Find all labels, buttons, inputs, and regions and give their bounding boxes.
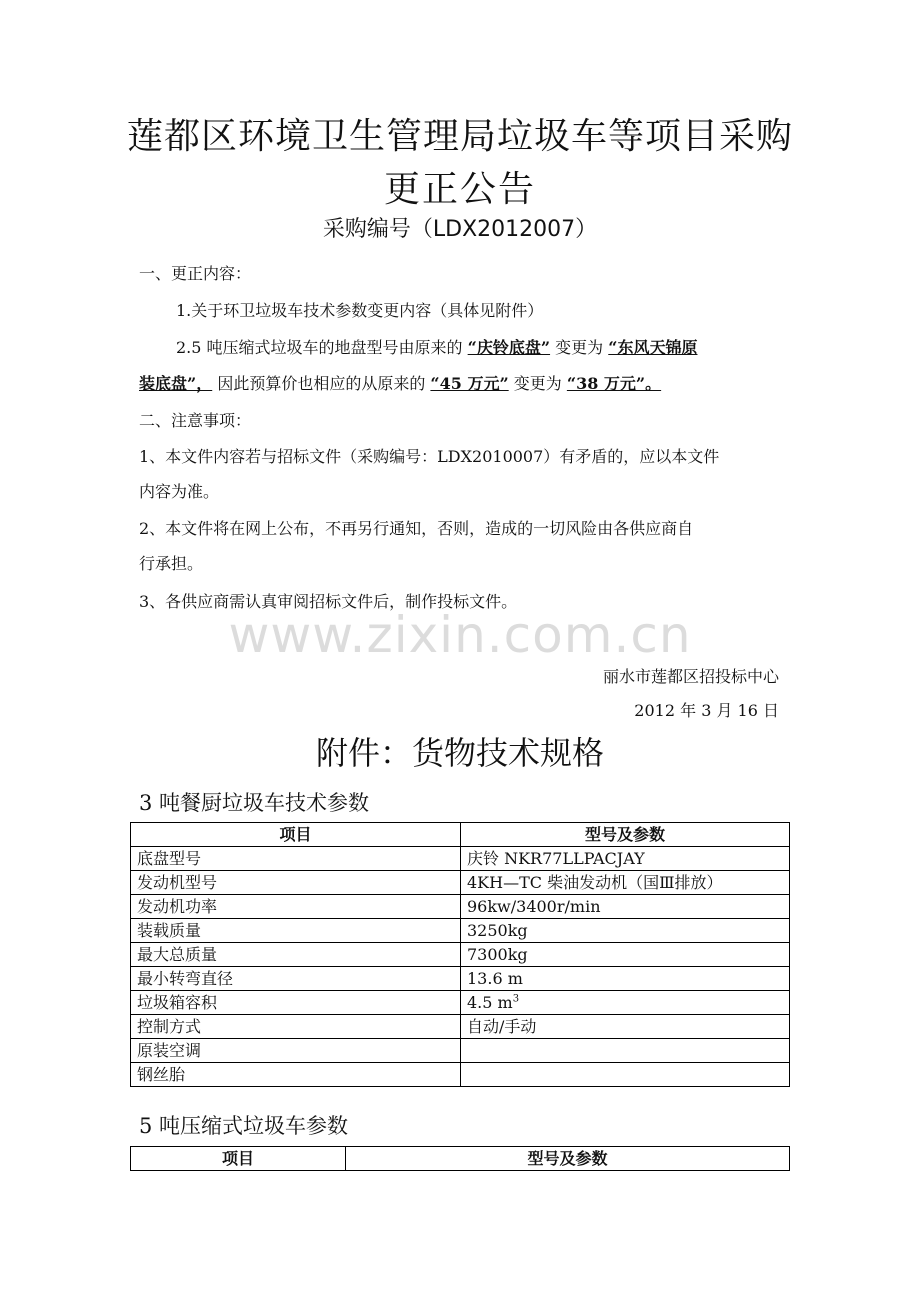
item2-new-chassis-part2: 装底盘”，: [139, 374, 213, 393]
watermark: www.zixin.com.cn: [228, 606, 692, 664]
superscript: 3: [512, 993, 520, 1005]
item2-text-3: 因此预算价也相应的从原来的: [217, 374, 426, 393]
title-line-2: 更正公告: [383, 169, 536, 210]
item2-text-1: 2.5 吨压缩式垃圾车的地盘型号由原来的: [176, 338, 463, 357]
note2-line2: 行承担。: [139, 554, 204, 573]
procurement-number: 采购编号（LDX2012007）: [322, 217, 598, 242]
item2-new-chassis-part1: “东风天锦原: [608, 338, 698, 357]
table-header-row: [131, 1147, 790, 1171]
item2-text-2: 变更为: [555, 338, 604, 357]
issuer: 丽水市莲都区招投标中心: [602, 667, 779, 686]
table-row: [131, 967, 790, 991]
table-row: [131, 919, 790, 943]
header-item: 项目: [131, 823, 461, 847]
row-label: 底盘型号: [131, 847, 461, 871]
note1-line1: 1、本文件内容若与招标文件（采购编号：LDX2010007）有矛盾的，应以本文件: [139, 447, 720, 466]
section1-heading: 一、更正内容：: [139, 264, 252, 283]
row-value: 自动/手动: [461, 1015, 790, 1039]
row-label: 控制方式: [131, 1015, 461, 1039]
row-value: [461, 1039, 790, 1063]
title-line-1: 莲都区环境卫生管理局垃圾车等项目采购: [126, 116, 793, 157]
row-label: 原装空调: [131, 1039, 461, 1063]
spec-table-3t: [130, 822, 790, 1087]
item2-original-chassis: “庆铃底盘”: [467, 338, 551, 357]
row-value: 3250kg: [461, 919, 790, 943]
note1-line2: 内容为准。: [139, 482, 220, 501]
row-label: 发动机型号: [131, 871, 461, 895]
correction-item-1: 1.关于环卫垃圾车技术参数变更内容（具体见附件）: [176, 301, 544, 320]
table-row: [131, 847, 790, 871]
header-spec: 型号及参数: [345, 1147, 789, 1171]
table1-title: 3 吨餐厨垃圾车技术参数: [139, 791, 370, 815]
header-spec: 型号及参数: [461, 823, 790, 847]
table-row: [131, 943, 790, 967]
note2-line1: 2、本文件将在网上公布，不再另行通知，否则，造成的一切风险由各供应商自: [139, 519, 694, 538]
row-value: [461, 1063, 790, 1087]
table2-title: 5 吨压缩式垃圾车参数: [139, 1114, 349, 1138]
item2-original-budget: “45 万元”: [430, 374, 509, 393]
header-item: 项目: [131, 1147, 346, 1171]
row-label: 最大总质量: [131, 943, 461, 967]
spec-table-5t: [130, 1146, 790, 1171]
row-value: [461, 991, 790, 1015]
row-label: 钢丝胎: [131, 1063, 461, 1087]
annex-title: 附件：货物技术规格: [315, 734, 604, 772]
row-value: 13.6 m: [461, 967, 790, 991]
table-row: [131, 1063, 790, 1087]
row-value: 4KH—TC 柴油发动机（国Ⅲ排放）: [461, 871, 790, 895]
correction-item-2: [176, 338, 781, 358]
correction-item-2-cont: [139, 374, 781, 394]
value-text: 4.5 m: [467, 993, 513, 1012]
row-value: 庆铃 NKR77LLPACJAY: [461, 847, 790, 871]
table-row: [131, 991, 790, 1015]
table-row: [131, 1015, 790, 1039]
table-row: [131, 1039, 790, 1063]
row-label: 发动机功率: [131, 895, 461, 919]
row-value: 96kw/3400r/min: [461, 895, 790, 919]
table-row: [131, 871, 790, 895]
row-label: 垃圾箱容积: [131, 991, 461, 1015]
item2-text-4: 变更为: [513, 374, 562, 393]
row-label: 最小转弯直径: [131, 967, 461, 991]
table-header-row: [131, 823, 790, 847]
note3: 3、各供应商需认真审阅招标文件后，制作投标文件。: [139, 592, 518, 611]
row-value: 7300kg: [461, 943, 790, 967]
row-label: 装载质量: [131, 919, 461, 943]
table-row: [131, 895, 790, 919]
section2-heading: 二、注意事项：: [139, 411, 252, 430]
item2-new-budget: “38 万元”。: [566, 374, 662, 393]
issue-date: 2012 年 3 月 16 日: [634, 701, 779, 720]
